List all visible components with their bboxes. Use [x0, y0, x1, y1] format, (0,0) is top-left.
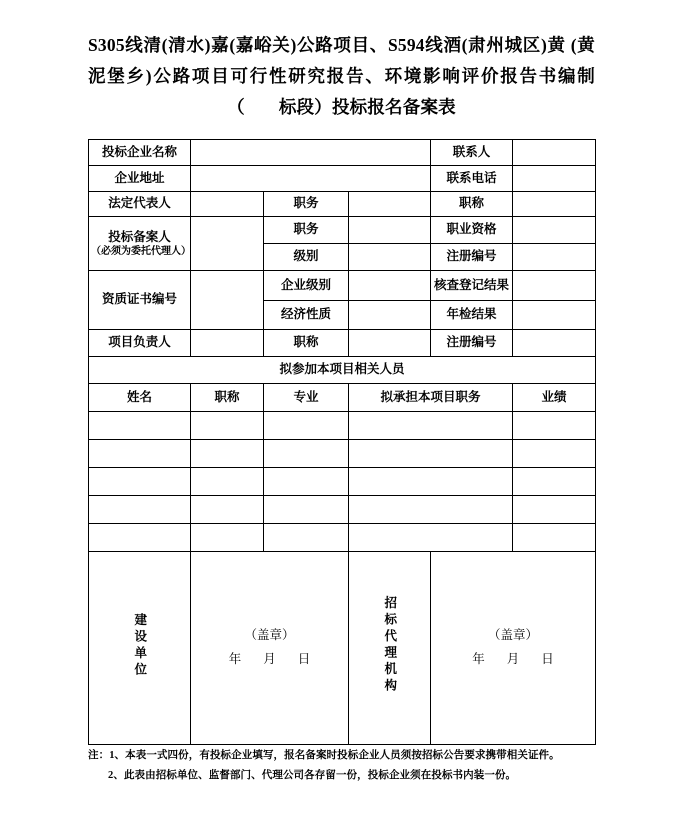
personnel-cell-major[interactable] — [264, 440, 349, 468]
personnel-cell-name[interactable] — [89, 412, 191, 440]
title-lot-suffix: 标段）投标报名备案表 — [278, 97, 456, 117]
footnote-1: 注：1、本表一式四份，有投标企业填写，报名备案时投标企业人员须按招标公告要求携带相关证件。 — [88, 750, 560, 761]
table-row-personnel-section-title — [89, 357, 596, 384]
personnel-cell-performance[interactable] — [513, 440, 596, 468]
field-company-name[interactable] — [191, 140, 431, 166]
table-row-legal-representative — [89, 192, 596, 217]
personnel-cell-project-role[interactable] — [349, 496, 513, 524]
personnel-cell-title[interactable] — [191, 440, 264, 468]
label-company-name: 投标企业名称 — [89, 140, 191, 166]
table-row — [89, 496, 596, 524]
field-economic-nature[interactable] — [349, 301, 431, 330]
title-line-2: (黄泥堡乡)公路项目可行性研究报告、环境影响评价报告书编制 — [88, 35, 595, 86]
field-filing-person-qualification[interactable] — [513, 217, 596, 244]
table-row-personnel-headers — [89, 384, 596, 412]
table-row-qualification-certificate — [89, 271, 596, 301]
personnel-cell-performance[interactable] — [513, 412, 596, 440]
label-tender-agency — [349, 552, 431, 745]
label-filing-person-level: 级别 — [264, 244, 349, 271]
label-project-manager: 项目负责人 — [89, 330, 191, 357]
personnel-cell-title[interactable] — [191, 496, 264, 524]
personnel-cell-name[interactable] — [89, 468, 191, 496]
label-qualification-certificate-number: 资质证书编号 — [89, 271, 191, 330]
label-verification-registration-result: 核查登记结果 — [431, 271, 513, 301]
table-row-signature-block — [89, 552, 596, 745]
owner-day: 日 — [297, 652, 311, 666]
label-company-address: 企业地址 — [89, 166, 191, 192]
construction-unit-seal-text: （盖章） — [244, 628, 295, 643]
personnel-cell-project-role[interactable] — [349, 468, 513, 496]
label-legal-representative: 法定代表人 — [89, 192, 191, 217]
personnel-cell-major[interactable] — [264, 496, 349, 524]
field-legal-representative[interactable] — [191, 192, 264, 217]
table-row-filing-person — [89, 217, 596, 244]
signature-construction-unit-area[interactable] — [191, 552, 349, 745]
field-filing-person-position[interactable] — [349, 217, 431, 244]
label-legal-rep-title: 职称 — [431, 192, 513, 217]
label-economic-nature: 经济性质 — [264, 301, 349, 330]
label-filing-person-reg-number: 注册编号 — [431, 244, 513, 271]
title-lot-prefix: （ — [227, 97, 245, 117]
title-line-1: S305线清(清水)嘉(嘉峪关)公路项目、S594线酒(肃州城区)黄 — [88, 35, 566, 55]
personnel-cell-name[interactable] — [89, 524, 191, 552]
field-filing-person-level[interactable] — [349, 244, 431, 271]
field-project-manager-title[interactable] — [349, 330, 431, 357]
personnel-cell-performance[interactable] — [513, 496, 596, 524]
personnel-cell-major[interactable] — [264, 412, 349, 440]
bid-registration-form-table — [88, 139, 596, 745]
label-contact-phone: 联系电话 — [431, 166, 513, 192]
construction-unit-date — [193, 648, 346, 672]
table-row — [89, 412, 596, 440]
agent-month: 月 — [506, 652, 520, 666]
personnel-cell-project-role[interactable] — [349, 412, 513, 440]
label-enterprise-grade: 企业级别 — [264, 271, 349, 301]
table-row-project-manager — [89, 330, 596, 357]
table-row-company-address — [89, 166, 596, 192]
field-annual-inspection-result[interactable] — [513, 301, 596, 330]
owner-month: 月 — [263, 652, 276, 666]
label-tender-agency-text: 招标代理机构 — [382, 596, 397, 696]
personnel-section-title: 拟参加本项目相关人员 — [89, 357, 596, 384]
label-filing-person-main: 投标备案人 — [108, 229, 171, 244]
footnotes — [88, 746, 628, 786]
page-title — [88, 30, 595, 123]
personnel-cell-major[interactable] — [264, 468, 349, 496]
personnel-header-title: 职称 — [191, 384, 264, 412]
personnel-cell-name[interactable] — [89, 496, 191, 524]
field-filing-person-reg-number[interactable] — [513, 244, 596, 271]
personnel-cell-name[interactable] — [89, 440, 191, 468]
field-contact-person[interactable] — [513, 140, 596, 166]
agent-year: 年 — [472, 652, 485, 666]
tender-agency-seal-text: （盖章） — [488, 628, 539, 643]
personnel-header-major: 专业 — [264, 384, 349, 412]
personnel-cell-major[interactable] — [264, 524, 349, 552]
personnel-cell-performance[interactable] — [513, 524, 596, 552]
personnel-cell-title[interactable] — [191, 524, 264, 552]
field-project-manager-reg-number[interactable] — [513, 330, 596, 357]
label-project-manager-reg-number: 注册编号 — [431, 330, 513, 357]
label-filing-person-position: 职务 — [264, 217, 349, 244]
construction-unit-seal-block — [193, 624, 346, 672]
label-filing-person-note: （必须为委托代理人） — [91, 245, 191, 257]
personnel-cell-project-role[interactable] — [349, 440, 513, 468]
label-filing-person-qualification: 职业资格 — [431, 217, 513, 244]
footnote-2: 2、此表由招标单位、监督部门、代理公司各存留一份，投标企业须在投标书内装一份。 — [108, 770, 517, 781]
table-row — [89, 468, 596, 496]
personnel-cell-title[interactable] — [191, 412, 264, 440]
label-project-manager-title: 职称 — [264, 330, 349, 357]
agent-day: 日 — [541, 652, 554, 666]
field-legal-rep-title[interactable] — [513, 192, 596, 217]
label-construction-unit — [89, 552, 191, 745]
table-row-company-name — [89, 140, 596, 166]
personnel-cell-project-role[interactable] — [349, 524, 513, 552]
personnel-cell-performance[interactable] — [513, 468, 596, 496]
label-contact-person: 联系人 — [431, 140, 513, 166]
label-construction-unit-text: 建设单位 — [132, 612, 147, 679]
field-project-manager[interactable] — [191, 330, 264, 357]
personnel-header-performance: 业绩 — [513, 384, 596, 412]
personnel-header-name: 姓名 — [89, 384, 191, 412]
personnel-cell-title[interactable] — [191, 468, 264, 496]
tender-agency-date — [433, 648, 593, 672]
owner-year: 年 — [228, 652, 242, 666]
personnel-header-project-role: 拟承担本项目职务 — [349, 384, 513, 412]
signature-tender-agency-area[interactable] — [431, 552, 596, 745]
field-enterprise-grade[interactable] — [349, 271, 431, 301]
field-contact-phone[interactable] — [513, 166, 596, 192]
label-annual-inspection-result: 年检结果 — [431, 301, 513, 330]
field-company-address[interactable] — [191, 166, 431, 192]
field-verification-registration-result[interactable] — [513, 271, 596, 301]
title-line-3 — [88, 92, 595, 123]
label-filing-person — [89, 217, 191, 271]
field-legal-rep-position[interactable] — [349, 192, 431, 217]
label-legal-rep-position: 职务 — [264, 192, 349, 217]
field-filing-person[interactable] — [191, 217, 264, 271]
table-row — [89, 440, 596, 468]
field-qualification-certificate-number[interactable] — [191, 271, 264, 330]
tender-agency-seal-block — [433, 624, 593, 672]
table-row — [89, 524, 596, 552]
